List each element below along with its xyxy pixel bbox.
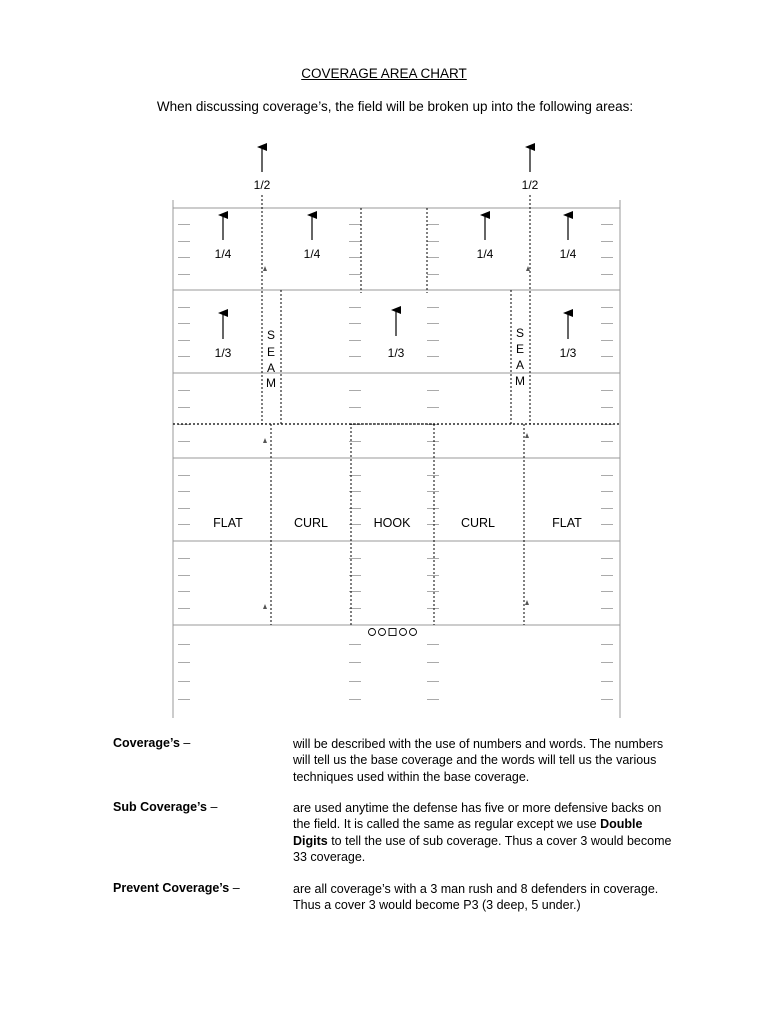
definition-text-part: to tell the use of sub coverage. Thus a cover 3 would become 33 coverage.	[293, 833, 672, 864]
seam-letter: S	[266, 328, 276, 342]
zone-label-curl-left: CURL	[293, 516, 329, 530]
zone-label-flat-left: FLAT	[213, 516, 243, 530]
seam-letter: E	[515, 342, 525, 356]
quarter-label-4: 1/4	[559, 247, 577, 261]
quarter-label-2: 1/4	[303, 247, 321, 261]
seam-label-right	[515, 326, 525, 388]
seam-label-left	[266, 328, 276, 390]
yard-lines	[173, 208, 620, 625]
definition-term-sub-coverages	[113, 800, 217, 814]
definition-text-prevent-coverages: are all coverage’s with a 3 man rush and 8 defenders in coverage. Thus a cover 3 would become P3 (3 deep, 5 under.)	[293, 882, 659, 913]
offense-formation	[369, 629, 417, 636]
seam-letter: S	[515, 326, 525, 340]
page-title: COVERAGE AREA CHART	[301, 66, 467, 81]
intro-text: When discussing coverage’s, the field will be broken up into the following areas:	[156, 99, 634, 114]
half-arrows	[262, 147, 530, 172]
seam-letter: M	[515, 374, 525, 388]
term-text: Sub Coverage’s	[113, 800, 208, 814]
seam-letter: A	[515, 358, 525, 372]
definition-text-sub-coverages	[293, 800, 678, 865]
term-text: Prevent Coverage’s	[113, 881, 230, 895]
field-border	[173, 200, 620, 718]
definition-text-coverages: will be described with the use of numbers and words. The numbers will tell us the base coverage and the words will tell us the various techniques used within the base coverage.	[293, 737, 664, 784]
third-label-1: 1/3	[214, 346, 232, 360]
seam-letter: E	[266, 345, 276, 359]
seam-letter: A	[266, 361, 276, 375]
term-dash: –	[179, 736, 191, 750]
definition-term-prevent-coverages	[113, 881, 240, 895]
seam-letter: M	[266, 376, 276, 390]
definition-text-part: are used anytime the defense has five or more defensive backs on the field. It is called the same as regular except we use	[293, 801, 662, 832]
third-label-3: 1/3	[559, 346, 577, 360]
half-label-right: 1/2	[521, 178, 539, 192]
quarter-label-3: 1/4	[476, 247, 494, 261]
zone-label-hook: HOOK	[373, 516, 411, 530]
zone-label-flat-right: FLAT	[552, 516, 582, 530]
third-label-2: 1/3	[387, 346, 405, 360]
definition-bold-text: Double Digits	[293, 817, 643, 848]
half-label-left: 1/2	[253, 178, 271, 192]
quarter-label-1: 1/4	[214, 247, 232, 261]
term-dash: –	[229, 881, 240, 895]
zone-label-curl-right: CURL	[460, 516, 496, 530]
quarter-arrows	[223, 215, 568, 240]
definition-term-coverages	[113, 736, 190, 750]
term-dash: –	[207, 800, 218, 814]
term-text: Coverage’s	[113, 736, 180, 750]
